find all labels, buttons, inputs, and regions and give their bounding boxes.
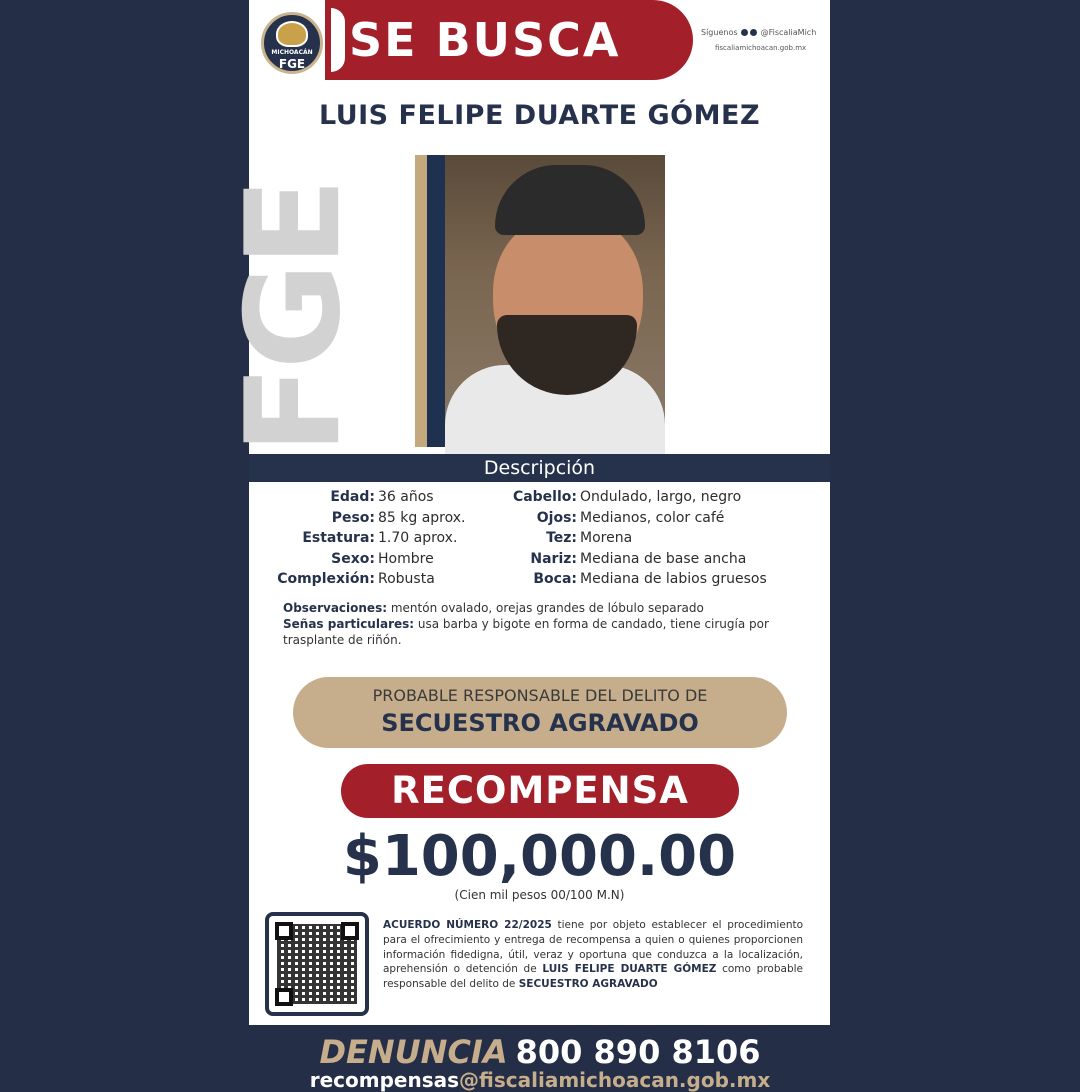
observations-text: mentón ovalado, orejas grandes de lóbulo separado bbox=[390, 601, 704, 615]
reward-label: RECOMPENSA bbox=[341, 764, 739, 818]
description-row bbox=[487, 508, 827, 529]
fge-seal-logo bbox=[261, 12, 323, 74]
legal-crime: SECUESTRO AGRAVADO bbox=[518, 978, 658, 991]
description-key: Cabello: bbox=[512, 489, 577, 505]
crime-line2: SECUESTRO AGRAVADO bbox=[381, 709, 699, 737]
description-row bbox=[257, 569, 469, 590]
description-row bbox=[257, 528, 469, 549]
seal-state: MICHOACÁN bbox=[271, 49, 313, 56]
qr-corner bbox=[275, 922, 293, 940]
coat-of-arms-icon bbox=[276, 21, 308, 47]
description-value: Mediana de base ancha bbox=[580, 550, 747, 567]
description-title: Descripción bbox=[249, 454, 830, 482]
description-key: Peso: bbox=[331, 509, 375, 526]
twitter-icon bbox=[750, 29, 757, 36]
description-value: Medianos, color café bbox=[580, 509, 725, 526]
agreement-number: ACUERDO NÚMERO 22/2025 bbox=[383, 919, 552, 931]
legal-text-2: como probable responsable del delito de bbox=[383, 963, 803, 991]
qr-corner bbox=[275, 988, 293, 1006]
legal-name: LUIS FELIPE DUARTE GÓMEZ bbox=[542, 963, 717, 976]
description-key: Sexo: bbox=[331, 550, 375, 567]
observations bbox=[283, 600, 803, 648]
email-user: recompensas bbox=[309, 1068, 460, 1092]
description-value: Hombre bbox=[378, 550, 434, 567]
description-left bbox=[257, 487, 469, 590]
description-key: Tez: bbox=[546, 530, 577, 546]
banner-accent bbox=[331, 8, 345, 72]
description-right bbox=[487, 487, 827, 590]
description-value: Mediana de labios gruesos bbox=[580, 571, 767, 587]
seal-abbr: FGE bbox=[278, 57, 306, 71]
fge-watermark bbox=[217, 153, 373, 455]
description-row bbox=[257, 508, 469, 529]
description-row bbox=[487, 569, 827, 590]
description-key: Complexión: bbox=[277, 571, 375, 587]
description-key: Boca: bbox=[533, 571, 577, 587]
wanted-poster bbox=[217, 0, 830, 1025]
report-label: DENUNCIA bbox=[319, 1033, 508, 1071]
website-link[interactable]: fiscaliamichoacan.gob.mx bbox=[715, 44, 807, 52]
qr-code[interactable] bbox=[265, 912, 369, 1016]
reward-amount-words: (Cien mil pesos 00/100 M.N) bbox=[454, 888, 625, 902]
marks-label: Señas particulares: bbox=[283, 617, 415, 631]
description-row bbox=[487, 528, 827, 549]
report-email[interactable] bbox=[0, 1068, 1080, 1092]
description-row bbox=[487, 487, 827, 508]
qr-corner bbox=[341, 922, 359, 940]
legal-text bbox=[383, 918, 803, 992]
description-key: Nariz: bbox=[530, 550, 577, 567]
email-domain: @fiscaliamichoacan.gob.mx bbox=[459, 1068, 771, 1092]
description-value: Morena bbox=[580, 530, 633, 546]
description-row bbox=[257, 549, 469, 570]
reward-amount: $100,000.00 bbox=[342, 824, 737, 889]
description-value: 36 años bbox=[378, 489, 434, 505]
description-key: Estatura: bbox=[302, 530, 375, 546]
observations-label: Observaciones: bbox=[283, 601, 388, 615]
social-icons bbox=[740, 28, 758, 37]
photo-cap bbox=[495, 165, 645, 235]
social-follow bbox=[701, 28, 826, 37]
banner-title: SE BUSCA bbox=[349, 13, 621, 67]
facebook-icon bbox=[741, 29, 748, 36]
social-label: Síguenos bbox=[701, 28, 738, 37]
person-name: LUIS FELIPE DUARTE GÓMEZ bbox=[318, 100, 761, 131]
description-value: 85 kg aprox. bbox=[378, 509, 466, 526]
description-row bbox=[487, 549, 827, 570]
description-value: 1.70 aprox. bbox=[378, 530, 458, 546]
poster-header bbox=[249, 0, 830, 80]
person-photo bbox=[445, 155, 665, 447]
description-key: Ojos: bbox=[536, 509, 577, 526]
description-value: Robusta bbox=[378, 571, 435, 587]
crime-badge bbox=[293, 677, 787, 748]
crime-line1: PROBABLE RESPONSABLE DEL DELITO DE bbox=[372, 686, 708, 705]
legal-text-1: tiene por objeto establecer el procedimiento para el ofrecimiento y entrega de recompensa a quien o quienes proporcionen información fidedigna, útil, veraz y oportuna que conduzca a la localización, aprehensión o detención de bbox=[383, 919, 804, 976]
description-value: Ondulado, largo, negro bbox=[580, 489, 742, 505]
description-key: Edad: bbox=[330, 489, 375, 505]
photo-stripe bbox=[427, 155, 445, 447]
description-row bbox=[257, 487, 469, 508]
watermark-text: FGE bbox=[217, 181, 370, 455]
marks-text: usa barba y bigote en forma de candado, tiene cirugía por trasplante de riñón. bbox=[283, 617, 769, 647]
social-handle: @FiscaliaMich bbox=[760, 28, 817, 37]
report-phone[interactable]: 800 890 8106 bbox=[515, 1033, 761, 1071]
